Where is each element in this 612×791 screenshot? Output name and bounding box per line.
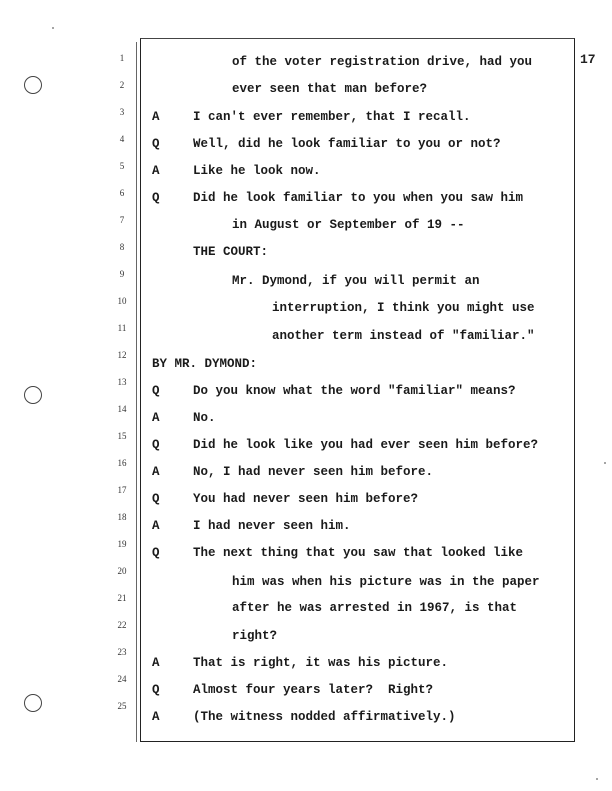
- transcript-line: him was when his picture was in the paper: [232, 575, 540, 589]
- speaker-marker: Q: [152, 546, 160, 560]
- transcript-line: That is right, it was his picture.: [193, 656, 449, 670]
- transcript-line: Did he look familiar to you when you saw him: [193, 191, 524, 205]
- line-number: 25: [117, 701, 127, 711]
- line-number: 11: [117, 323, 127, 333]
- speaker-marker: Q: [152, 137, 160, 151]
- speaker-marker: A: [152, 656, 160, 670]
- transcript-line: You had never seen him before?: [193, 492, 419, 506]
- speaker-marker: A: [152, 411, 160, 425]
- line-number: 13: [117, 377, 127, 387]
- line-number: 24: [117, 674, 127, 684]
- line-number: 12: [117, 350, 127, 360]
- line-number: 19: [117, 539, 127, 549]
- line-number: 2: [119, 80, 125, 90]
- line-number: 21: [117, 593, 127, 603]
- page-number: 17: [580, 52, 596, 67]
- speaker-marker: A: [152, 710, 160, 724]
- transcript-line: in August or September of 19 --: [232, 218, 465, 232]
- line-number: 8: [119, 242, 125, 252]
- transcript-line: Do you know what the word "familiar" means?: [193, 384, 516, 398]
- line-number: 9: [119, 269, 125, 279]
- speaker-marker: A: [152, 519, 160, 533]
- line-number: 10: [117, 296, 127, 306]
- line-number: 23: [117, 647, 127, 657]
- transcript-line: No, I had never seen him before.: [193, 465, 434, 479]
- transcript-line: I can't ever remember, that I recall.: [193, 110, 471, 124]
- transcript-line: of the voter registration drive, had you: [232, 55, 533, 69]
- speaker-marker: Q: [152, 384, 160, 398]
- line-number: 15: [117, 431, 127, 441]
- transcript-line: another term instead of "familiar.": [272, 329, 535, 343]
- punch-hole-top: [24, 76, 42, 94]
- speaker-marker: A: [152, 164, 160, 178]
- speaker-marker: Q: [152, 683, 160, 697]
- transcript-line: Did he look like you had ever seen him before?: [193, 438, 539, 452]
- line-number: 17: [117, 485, 127, 495]
- speaker-marker: Q: [152, 438, 160, 452]
- line-number: 1: [119, 53, 125, 63]
- speaker-marker: A: [152, 465, 160, 479]
- transcript-line: Like he look now.: [193, 164, 321, 178]
- transcript-line: right?: [232, 629, 278, 643]
- line-number: 20: [117, 566, 127, 576]
- line-number: 22: [117, 620, 127, 630]
- line-number: 14: [117, 404, 127, 414]
- line-number: 18: [117, 512, 127, 522]
- transcript-line: Almost four years later? Right?: [193, 683, 434, 697]
- speaker-marker: Q: [152, 191, 160, 205]
- transcript-line: No.: [193, 411, 216, 425]
- margin-rule: [136, 42, 137, 742]
- transcript-line: I had never seen him.: [193, 519, 351, 533]
- scan-speck: [596, 778, 598, 780]
- punch-hole-bottom: [24, 694, 42, 712]
- transcript-line: Well, did he look familiar to you or not?: [193, 137, 501, 151]
- line-number: 6: [119, 188, 125, 198]
- transcript-line: The next thing that you saw that looked like: [193, 546, 524, 560]
- transcript-line: BY MR. DYMOND:: [152, 357, 258, 371]
- transcript-line: (The witness nodded affirmatively.): [193, 710, 456, 724]
- line-number: 4: [119, 134, 125, 144]
- line-number: 7: [119, 215, 125, 225]
- speaker-marker: Q: [152, 492, 160, 506]
- transcript-line: after he was arrested in 1967, is that: [232, 601, 518, 615]
- line-number: 3: [119, 107, 125, 117]
- speaker-marker: A: [152, 110, 160, 124]
- scan-speck: [604, 462, 606, 464]
- line-number: 5: [119, 161, 125, 171]
- transcript-line: ever seen that man before?: [232, 82, 428, 96]
- transcript-line: THE COURT:: [193, 245, 269, 259]
- transcript-line: interruption, I think you might use: [272, 301, 535, 315]
- transcript-line: Mr. Dymond, if you will permit an: [232, 274, 480, 288]
- punch-hole-middle: [24, 386, 42, 404]
- scan-speck: [52, 27, 54, 29]
- line-number: 16: [117, 458, 127, 468]
